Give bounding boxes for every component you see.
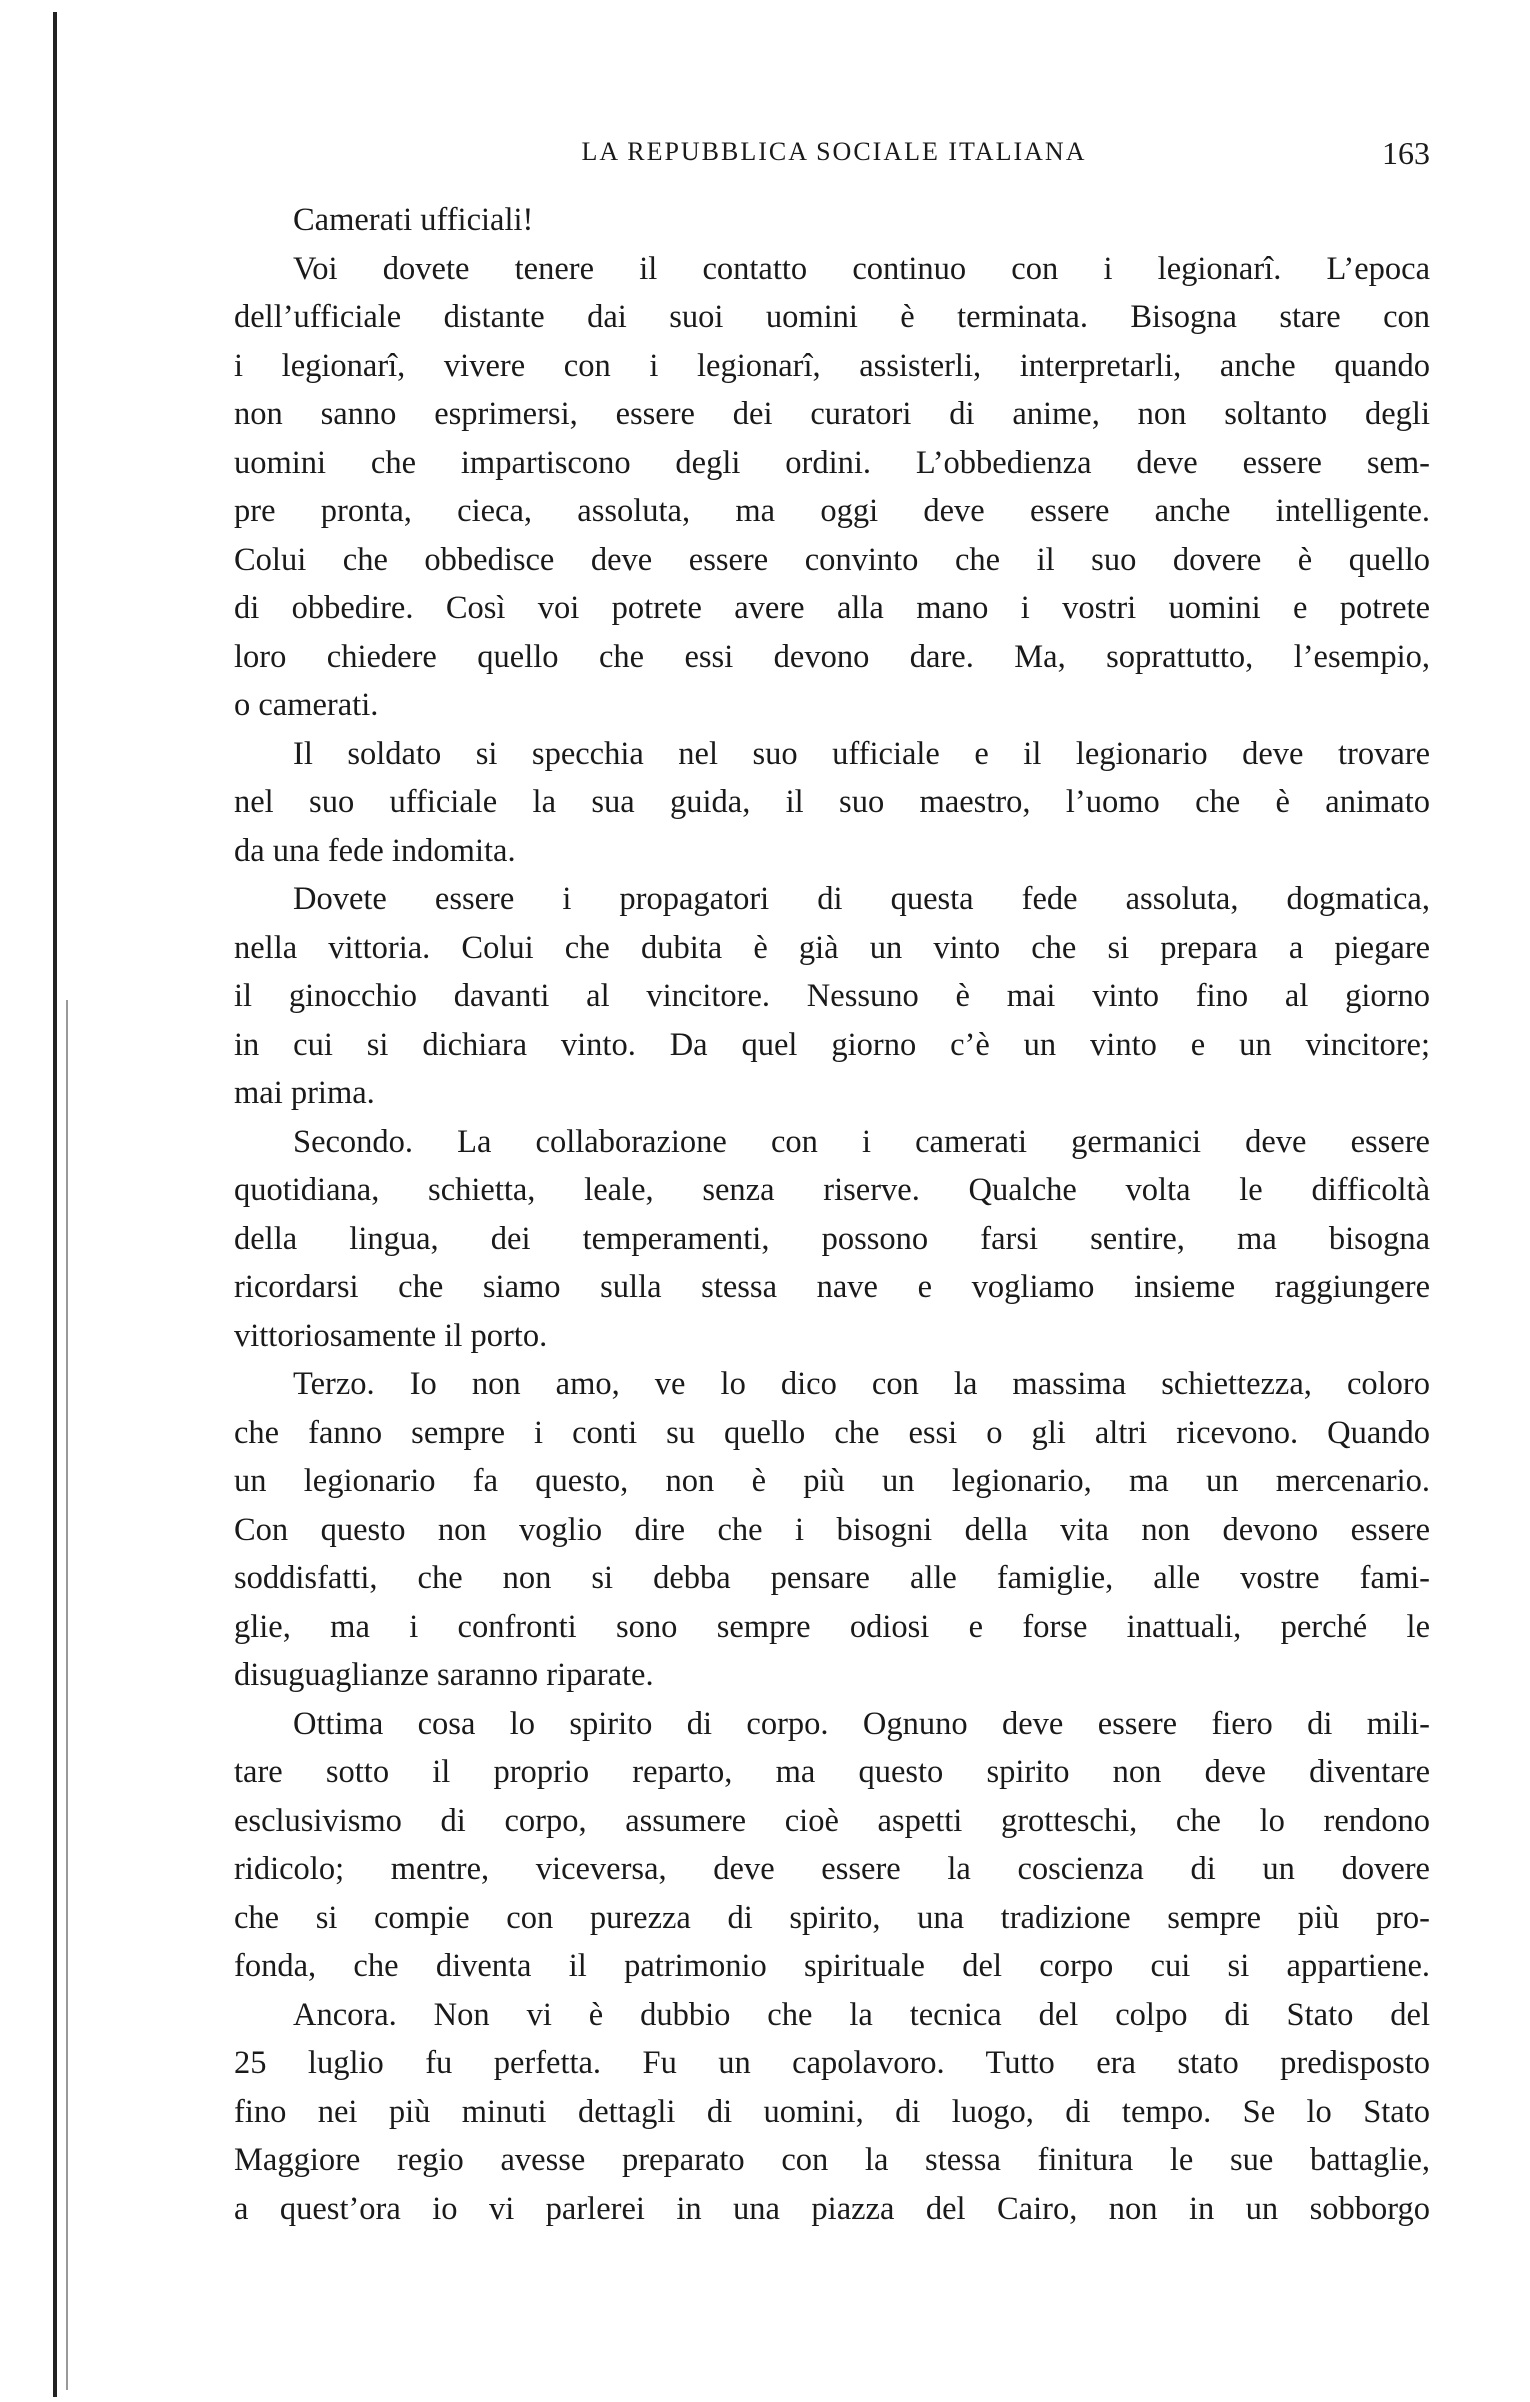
text-line: nel suo ufficiale la sua guida, il suo maestro, l’uomo che è animato (234, 784, 1430, 820)
text-line: mai prima. (234, 1075, 375, 1111)
text-line: che fanno sempre i conti su quello che essi o gli altri ricevono. Quando (234, 1414, 1430, 1451)
text-line: Camerati ufficiali! (293, 202, 534, 238)
text-line: ridicolo; mentre, viceversa, deve essere la coscienza di un dovere (234, 1851, 1430, 1887)
body-text (234, 196, 1430, 2233)
text-line: Voi dovete tenere il contatto continuo con i legionarî. L’epoca (293, 250, 1430, 287)
text-line: fonda, che diventa il patrimonio spirituale del corpo cui si appartiene. (234, 1948, 1430, 1984)
text-line: nella vittoria. Colui che dubita è già un vinto che si prepara a piegare (234, 929, 1430, 966)
text-line: della lingua, dei temperamenti, possono farsi sentire, ma bisogna (234, 1220, 1430, 1257)
text-line: uomini che impartiscono degli ordini. L’obbedienza deve essere sem- (234, 444, 1430, 481)
text-line: il ginocchio davanti al vincitore. Nessuno è mai vinto fino al giorno (234, 978, 1430, 1014)
text-line: Il soldato si specchia nel suo ufficiale e il legionario deve trovare (293, 735, 1430, 772)
page-header (238, 135, 1430, 175)
text-line: a quest’ora io vi parlerei in una piazza del Cairo, non in un sobborgo (234, 2190, 1430, 2227)
text-line: 25 luglio fu perfetta. Fu un capolavoro. Tutto era stato predisposto (234, 2045, 1430, 2081)
text-line: che si compie con purezza di spirito, una tradizione sempre più pro- (234, 1899, 1430, 1936)
text-line: esclusivismo di corpo, assumere cioè aspetti grotteschi, che lo rendono (234, 1802, 1430, 1839)
text-line: Colui che obbedisce deve essere convinto che il suo dovere è quello (234, 541, 1430, 578)
binding-edge-line (53, 12, 57, 2397)
text-line: un legionario fa questo, non è più un legionario, ma un mercenario. (234, 1463, 1430, 1499)
text-line: non sanno esprimersi, essere dei curatori di anime, non soltanto degli (234, 396, 1430, 432)
text-line: tare sotto il proprio reparto, ma questo spirito non deve diventare (234, 1754, 1430, 1790)
text-line: Secondo. La collaborazione con i camerati germanici deve essere (293, 1123, 1430, 1160)
text-line: Dovete essere i propagatori di questa fede assoluta, dogmatica, (293, 881, 1430, 917)
text-line: Ancora. Non vi è dubbio che la tecnica del colpo di Stato del (293, 1996, 1430, 2033)
text-line: disuguaglianze saranno riparate. (234, 1657, 654, 1693)
text-line: Con questo non voglio dire che i bisogni della vita non devono essere (234, 1511, 1430, 1548)
text-line: o camerati. (234, 687, 379, 723)
text-line: soddisfatti, che non si debba pensare alle famiglie, alle vostre fami- (234, 1560, 1430, 1596)
page-number: 163 (1382, 135, 1430, 171)
text-line: da una fede indomita. (234, 832, 516, 869)
text-line: in cui si dichiara vinto. Da quel giorno c’è un vinto e un vincitore; (234, 1026, 1430, 1063)
text-line: glie, ma i confronti sono sempre odiosi e forse inattuali, perché le (234, 1608, 1430, 1645)
binding-shadow-line (66, 1000, 68, 2390)
text-line: loro chiedere quello che essi devono dare. Ma, soprattutto, l’esempio, (234, 638, 1430, 675)
text-line: vittoriosamente il porto. (234, 1317, 548, 1354)
running-title: LA REPUBBLICA SOCIALE ITALIANA (581, 137, 1087, 166)
text-line: Ottima cosa lo spirito di corpo. Ognuno deve essere fiero di mili- (293, 1705, 1430, 1742)
text-line: di obbedire. Così voi potrete avere alla mano i vostri uomini e potrete (234, 590, 1430, 626)
text-line: ricordarsi che siamo sulla stessa nave e vogliamo insieme raggiungere (234, 1269, 1430, 1305)
text-line: i legionarî, vivere con i legionarî, assisterli, interpretarli, anche quando (234, 347, 1430, 384)
text-line: fino nei più minuti dettagli di uomini, di luogo, di tempo. Se lo Stato (234, 2093, 1430, 2130)
text-line: dell’ufficiale distante dai suoi uomini è terminata. Bisogna stare con (234, 299, 1430, 335)
text-line: Terzo. Io non amo, ve lo dico con la massima schiettezza, coloro (293, 1366, 1430, 1402)
text-line: quotidiana, schietta, leale, senza riserve. Qualche volta le difficoltà (234, 1172, 1430, 1208)
text-line: Maggiore regio avesse preparato con la stessa finitura le sue battaglie, (234, 2142, 1430, 2178)
text-line: pre pronta, cieca, assoluta, ma oggi deve essere anche intelligente. (234, 493, 1430, 529)
